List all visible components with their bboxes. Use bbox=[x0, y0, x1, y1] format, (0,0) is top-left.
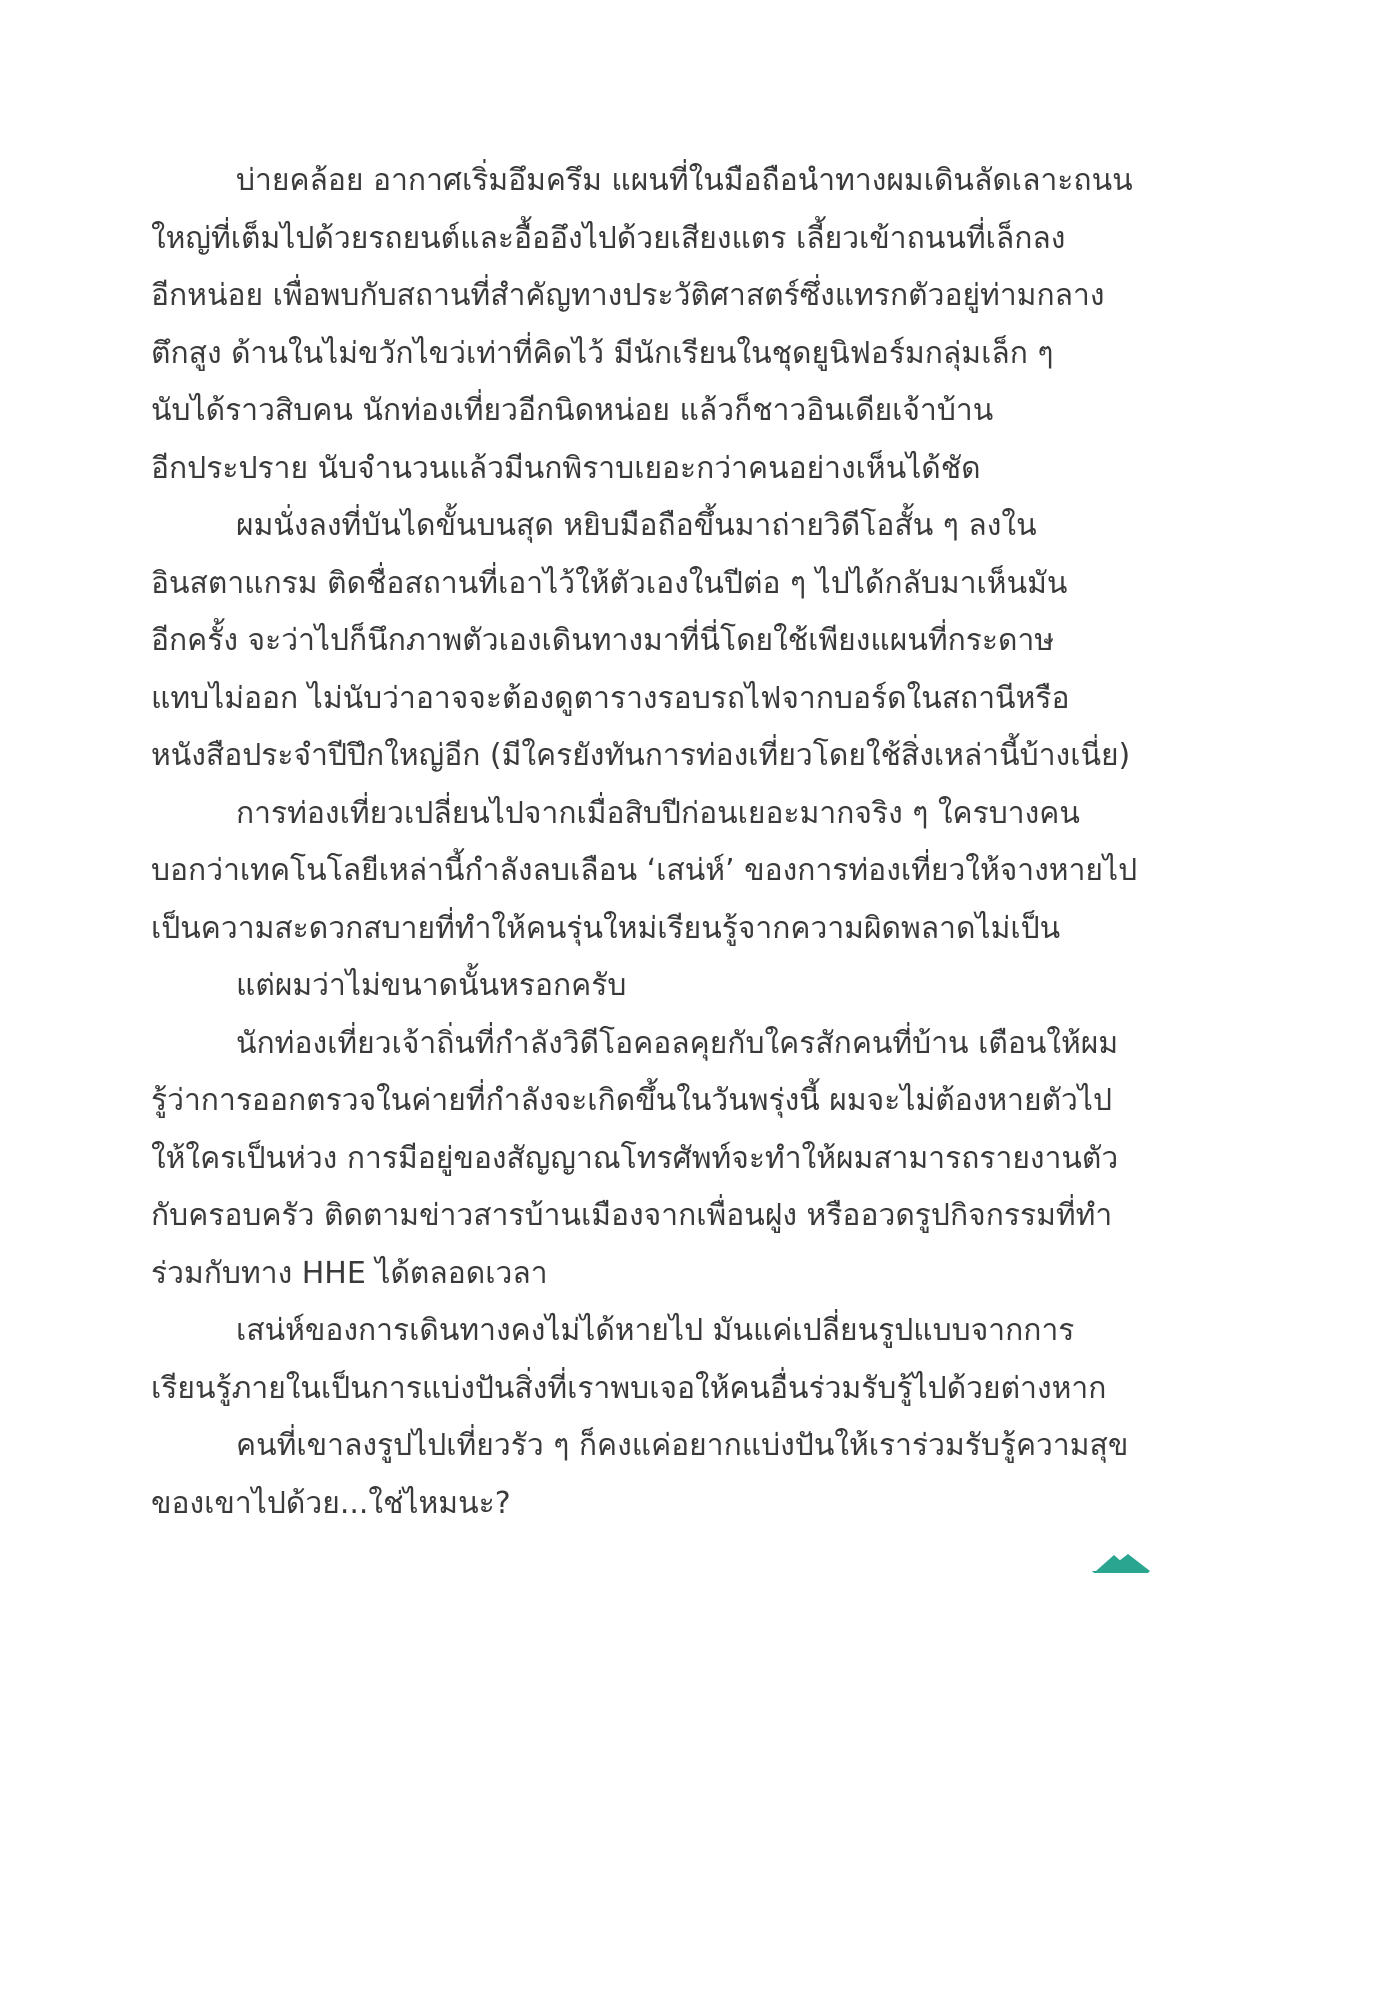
text-line: ให้ใครเป็นห่วง การมีอยู่ของสัญญาณโทรศัพท์จะทำให้ผมสามารถรายงานตัว bbox=[151, 1140, 1119, 1176]
text-line: นับได้ราวสิบคน นักท่องเที่ยวอีกนิดหน่อย แล้วก็ชาวอินเดียเจ้าบ้าน bbox=[151, 393, 994, 428]
text-line: อีกหน่อย เพื่อพบกับสถานที่สำคัญทางประวัติศาสตร์ซึ่งแทรกตัวอยู่ท่ามกลาง bbox=[151, 278, 1105, 313]
text-line: อินสตาแกรม ติดชื่อสถานที่เอาไว้ให้ตัวเองในปีต่อ ๆ ไปได้กลับมาเห็นมัน bbox=[151, 565, 1068, 601]
text-line: ตึกสูง ด้านในไม่ขวักไขว่เท่าที่คิดไว้ มีนักเรียนในชุดยูนิฟอร์มกลุ่มเล็ก ๆ bbox=[151, 335, 1054, 371]
text-line: แทบไม่ออก ไม่นับว่าอาจจะต้องดูตารางรอบรถไฟจากบอร์ดในสถานีหรือ bbox=[151, 680, 1070, 716]
text-line: ใหญ่ที่เต็มไปด้วยรถยนต์และอื้ออึงไปด้วยเสียงแตร เลี้ยวเข้าถนนที่เล็กลง bbox=[151, 220, 1066, 256]
text-line: บอกว่าเทคโนโลยีเหล่านี้กำลังลบเลือน ‘เสน่ห์’ ของการท่องเที่ยวให้จางหายไป bbox=[151, 853, 1138, 888]
text-line: ของเขาไปด้วย...ใช่ไหมนะ? bbox=[151, 1485, 511, 1521]
text-line: แต่ผมว่าไม่ขนาดนั้นหรอกครับ bbox=[236, 968, 627, 1003]
text-line: เสน่ห์ของการเดินทางคงไม่ได้หายไป มันแค่เปลี่ยนรูปแบบจากการ bbox=[236, 1313, 1075, 1348]
text-line: เรียนรู้ภายในเป็นการแบ่งปันสิ่งที่เราพบเจอให้คนอื่นร่วมรับรู้ไปด้วยต่างหาก bbox=[151, 1370, 1107, 1406]
text-line: รู้ว่าการออกตรวจในค่ายที่กำลังจะเกิดขึ้นในวันพรุ่งนี้ ผมจะไม่ต้องหายตัวไป bbox=[151, 1083, 1113, 1118]
text-line: ร่วมกับทาง HHE ได้ตลอดเวลา bbox=[151, 1255, 548, 1291]
text-line: นักท่องเที่ยวเจ้าถิ่นที่กำลังวิดีโอคอลคุยกับใครสักคนที่บ้าน เตือนให้ผม bbox=[236, 1025, 1119, 1061]
text-line: คนที่เขาลงรูปไปเที่ยวรัว ๆ ก็คงแค่อยากแบ่งปันให้เราร่วมรับรู้ความสุข bbox=[236, 1428, 1129, 1463]
text-line: เป็นความสะดวกสบายที่ทำให้คนรุ่นใหม่เรียนรู้จากความผิดพลาดไม่เป็น bbox=[151, 910, 1061, 946]
mountains-icon bbox=[1084, 1551, 1152, 1579]
text-line: การท่องเที่ยวเปลี่ยนไปจากเมื่อสิบปีก่อนเยอะมากจริง ๆ ใครบางคน bbox=[236, 795, 1080, 831]
text-line: ผมนั่งลงที่บันไดขั้นบนสุด หยิบมือถือขึ้นมาถ่ายวิดีโอสั้น ๆ ลงใน bbox=[236, 508, 1037, 543]
body-text bbox=[151, 152, 1151, 1532]
text-line: กับครอบครัว ติดตามข่าวสารบ้านเมืองจากเพื่อนฝูง หรืออวดรูปกิจกรรมที่ทำ bbox=[151, 1198, 1113, 1233]
text-line: อีกประปราย นับจำนวนแล้วมีนกพิราบเยอะกว่าคนอย่างเห็นได้ชัด bbox=[151, 450, 981, 486]
text-line: หนังสือประจำปีปึกใหญ่อีก (มีใครยังทันการท่องเที่ยวโดยใช้สิ่งเหล่านี้บ้างเนี่ย) bbox=[151, 738, 1131, 773]
text-line: อีกครั้ง จะว่าไปก็นึกภาพตัวเองเดินทางมาที่นี่โดยใช้เพียงแผนที่กระดาษ bbox=[151, 623, 1055, 658]
text-line: บ่ายคล้อย อากาศเริ่มอึมครึม แผนที่ในมือถือนำทางผมเดินลัดเลาะถนน bbox=[236, 163, 1133, 198]
